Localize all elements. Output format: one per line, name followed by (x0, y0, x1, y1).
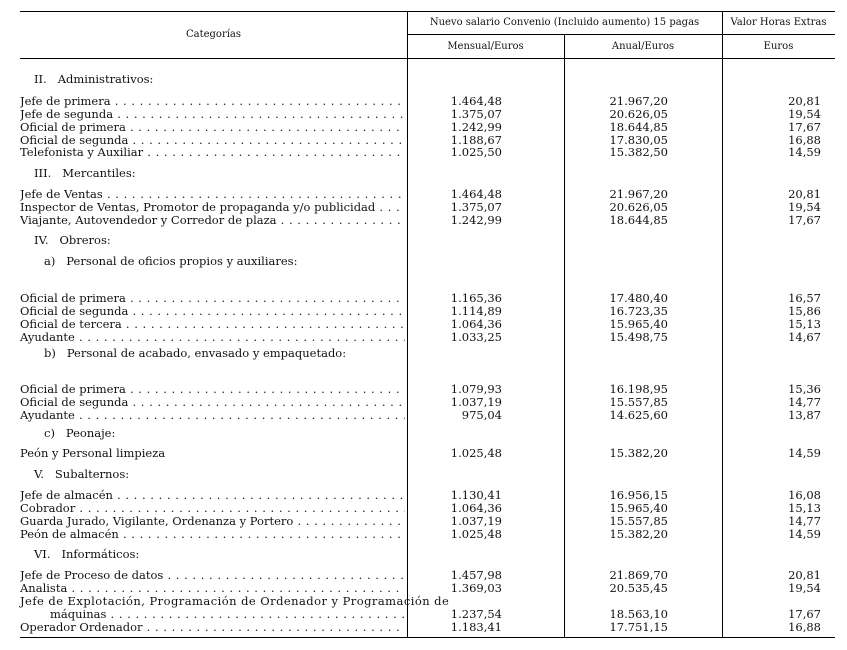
row-horas: 20,81 (788, 94, 821, 108)
subheader-rule (407, 34, 835, 35)
row-anual: 18.644,85 (609, 120, 668, 134)
table-row (0, 330, 847, 344)
row-label: Oficial de segunda . . . (20, 304, 405, 318)
row-anual: 18.563,10 (609, 607, 668, 621)
header-mensual: Mensual/Euros (447, 41, 524, 52)
row-horas: 15,13 (788, 317, 821, 331)
row-anual: 15.965,40 (609, 317, 668, 331)
row-horas: 13,87 (788, 408, 821, 422)
row-horas: 15,86 (788, 304, 821, 318)
row-label: Ayudante . . . (20, 330, 405, 344)
row-label: Operador Ordenador . . . (20, 620, 405, 634)
table-row (0, 94, 847, 108)
row-mensual: 1.188,67 (450, 133, 502, 147)
row-anual: 16.723,35 (609, 304, 668, 318)
row-anual: 21.967,20 (609, 187, 668, 201)
table-row (0, 107, 847, 121)
row-mensual: 1.242,99 (450, 120, 502, 134)
section-obreros-b: b) Personal de acabado, envasado y empaquetado: (44, 346, 347, 360)
row-horas: 14,59 (788, 446, 821, 460)
table-row (0, 187, 847, 201)
row-anual: 16.956,15 (609, 488, 668, 502)
row-label: Analista . . . (20, 581, 405, 595)
table-row (0, 581, 847, 595)
row-horas: 14,77 (788, 514, 821, 528)
row-label: Viajante, Autovendedor y Corredor de plaza . . . (20, 213, 405, 227)
row-horas: 17,67 (788, 120, 821, 134)
row-horas: 15,13 (788, 501, 821, 515)
row-mensual: 1.025,50 (450, 145, 502, 159)
section-obreros: IV. Obreros: (34, 233, 111, 247)
section-obreros-a: a) Personal de oficios propios y auxiliares: (44, 254, 298, 268)
row-horas: 16,88 (788, 133, 821, 147)
row-anual: 15.382,20 (609, 446, 668, 460)
row-anual: 15.557,85 (609, 395, 668, 409)
row-label: Jefe de almacén . . . (20, 488, 405, 502)
table-row (0, 291, 847, 305)
row-mensual: 1.237,54 (450, 607, 502, 621)
row-label: Guarda Jurado, Vigilante, Ordenanza y Portero . . . (20, 514, 405, 528)
row-horas: 16,08 (788, 488, 821, 502)
row-anual: 15.965,40 (609, 501, 668, 515)
row-anual: 17.480,40 (609, 291, 668, 305)
row-mensual: 1.064,36 (450, 501, 502, 515)
table-row (0, 568, 847, 582)
row-anual: 20.535,45 (609, 581, 668, 595)
section-informaticos: VI. Informáticos: (34, 547, 140, 561)
header-anual: Anual/Euros (611, 41, 675, 52)
row-mensual: 1.183,41 (450, 620, 502, 634)
row-mensual: 1.037,19 (450, 395, 502, 409)
table-row (0, 488, 847, 502)
row-mensual: 1.464,48 (450, 187, 502, 201)
table-row (0, 620, 847, 634)
row-horas: 14,59 (788, 145, 821, 159)
row-anual: 14.625,60 (609, 408, 668, 422)
row-mensual: 1.457,98 (450, 568, 502, 582)
row-mensual: 1.114,89 (450, 304, 502, 318)
row-mensual: 1.025,48 (450, 446, 502, 460)
row-horas: 15,36 (788, 382, 821, 396)
row-mensual: 1.375,07 (450, 200, 502, 214)
row-horas: 20,81 (788, 187, 821, 201)
row-label: Telefonista y Auxiliar . . . (20, 145, 405, 159)
row-horas: 14,59 (788, 527, 821, 541)
row-anual: 15.557,85 (609, 514, 668, 528)
row-mensual: 1.064,36 (450, 317, 502, 331)
row-anual: 15.382,20 (609, 527, 668, 541)
row-label: Oficial de tercera . . . (20, 317, 405, 331)
row-anual: 17.751,15 (609, 620, 668, 634)
row-mensual: 1.033,25 (450, 330, 502, 344)
header-categorias: Categorías (185, 29, 242, 40)
row-anual: 21.967,20 (609, 94, 668, 108)
row-anual: 20.626,05 (609, 107, 668, 121)
row-horas: 19,54 (788, 107, 821, 121)
row-label: Cobrador . . . (20, 501, 405, 515)
table-top-rule (20, 11, 835, 12)
row-horas: 16,88 (788, 620, 821, 634)
row-label: Oficial de primera . . . (20, 291, 405, 305)
row-horas: 19,54 (788, 581, 821, 595)
row-anual: 15.498,75 (609, 330, 668, 344)
row-label: Inspector de Ventas, Promotor de propaganda y/o publicidad . . . (20, 200, 405, 214)
row-horas: 20,81 (788, 568, 821, 582)
row-label: Jefe de segunda . . . (20, 107, 405, 121)
row-anual: 18.644,85 (609, 213, 668, 227)
table-row (0, 120, 847, 134)
row-anual: 20.626,05 (609, 200, 668, 214)
section-mercantiles: III. Mercantiles: (34, 166, 136, 180)
row-label: Peón de almacén . . . (20, 527, 405, 541)
row-label: Ayudante . . . (20, 408, 405, 422)
row-label: Oficial de segunda . . . (20, 133, 405, 147)
row-label: Oficial de segunda . . . (20, 395, 405, 409)
header-bottom-rule (20, 58, 835, 59)
row-horas: 19,54 (788, 200, 821, 214)
row-anual: 21.869,70 (609, 568, 668, 582)
row-anual: 16.198,95 (609, 382, 668, 396)
table-row (0, 382, 847, 396)
row-mensual: 1.079,93 (450, 382, 502, 396)
row-label: máquinas . . . (50, 607, 405, 621)
section-subalternos: V. Subalternos: (34, 467, 130, 481)
table-row (0, 213, 847, 227)
header-valor-horas: Valor Horas Extras (730, 17, 827, 28)
row-label: Jefe de primera . . . (20, 94, 405, 108)
table-row (0, 446, 847, 460)
row-mensual: 1.369,03 (450, 581, 502, 595)
row-horas: 17,67 (788, 607, 821, 621)
table-row (0, 145, 847, 159)
table-row (0, 501, 847, 515)
row-mensual: 1.037,19 (450, 514, 502, 528)
row-mensual: 1.165,36 (450, 291, 502, 305)
row-label: Peón y Personal limpieza (20, 446, 166, 460)
row-anual: 17.830,05 (609, 133, 668, 147)
table-row (0, 317, 847, 331)
row-mensual: 1.464,48 (450, 94, 502, 108)
table-row (0, 304, 847, 318)
row-label: Oficial de primera . . . (20, 382, 405, 396)
row-anual: 15.382,50 (609, 145, 668, 159)
section-administrativos: II. Administrativos: (34, 72, 154, 86)
row-mensual: 1.242,99 (450, 213, 502, 227)
header-nuevo-salario: Nuevo salario Convenio (Incluido aumento) 15 pagas (429, 17, 700, 28)
table-row (0, 607, 847, 621)
row-label-wrapped-first-line: Jefe de Explotación, Programación de Ordenador y Programación de (20, 594, 450, 608)
table-row (0, 408, 847, 422)
table-row (0, 527, 847, 541)
row-mensual: 1.375,07 (450, 107, 502, 121)
row-label: Jefe de Ventas . . . (20, 187, 405, 201)
header-euros: Euros (763, 41, 794, 52)
table-row (0, 395, 847, 409)
section-obreros-c: c) Peonaje: (44, 426, 116, 440)
row-horas: 14,67 (788, 330, 821, 344)
row-label: Jefe de Proceso de datos . . . (20, 568, 405, 582)
row-label: Oficial de primera . . . (20, 120, 405, 134)
row-mensual: 1.130,41 (450, 488, 502, 502)
table-row (0, 514, 847, 528)
table-bottom-rule (20, 637, 835, 638)
row-horas: 17,67 (788, 213, 821, 227)
row-mensual: 1.025,48 (450, 527, 502, 541)
row-mensual: 975,04 (461, 408, 502, 422)
row-horas: 14,77 (788, 395, 821, 409)
table-row (0, 200, 847, 214)
row-horas: 16,57 (788, 291, 821, 305)
